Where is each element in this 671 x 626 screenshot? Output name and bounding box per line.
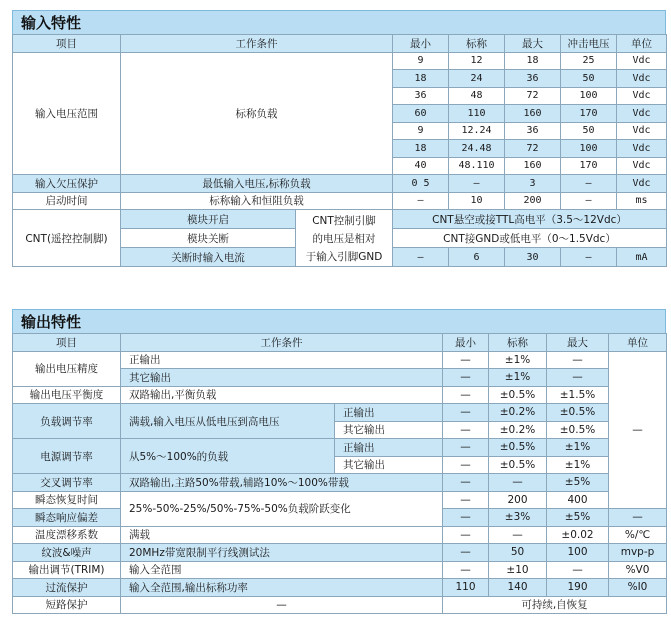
cell-max: 36 [505,122,561,140]
cell-min: — [393,192,449,210]
cell-max: ±0.5% [547,421,609,439]
cell-surge: 170 [561,105,617,123]
cell-unit: mvp-p [609,544,667,562]
cell-min: 0 5 [393,175,449,193]
recovery-row [13,491,667,509]
output-characteristics-section [12,309,666,614]
cell-max: ±1% [547,456,609,474]
cnt-pin-note-line-3: 于输入引脚GND [305,251,383,263]
cell-max: 160 [505,157,561,175]
cell-surge: — [561,192,617,210]
cell-nom: — [449,175,505,193]
cell-surge: — [561,248,617,267]
cell-unit: Vdc [617,175,667,193]
cell-surge: 25 [561,52,617,70]
cell-unit: %V0 [609,561,667,579]
cell-max: ±0.5% [547,404,609,422]
cell-nom: ±3% [489,509,547,527]
uvp-condition: 最低输入电压,标称负载 [121,175,393,193]
cnt-off-label: 模块关断 [121,229,296,248]
load-reg-other: 其它输出 [335,421,443,439]
line-reg-cond: 从5%～100%的负载 [121,439,335,474]
cell-surge: 100 [561,87,617,105]
cell-min: — [443,386,489,404]
input-characteristics-table [12,34,667,267]
ocp-label: 过流保护 [13,579,121,597]
output-header-row [13,334,667,352]
cnt-label: CNT(遥控控制脚) [13,210,121,267]
input-header-row [13,35,667,53]
trim-label: 输出调节(TRIM) [13,561,121,579]
cell-min: — [443,491,489,509]
cell-max: 200 [505,192,561,210]
cell-nom: 140 [489,579,547,597]
cell-nom: 48 [449,87,505,105]
cell-nom: ±0.2% [489,421,547,439]
header-condition: 工作条件 [121,334,443,352]
ocp-row [13,579,667,597]
unit-merged: — [609,351,667,509]
cross-reg-label: 交叉调节率 [13,474,121,492]
trim-row [13,561,667,579]
cell-nom: 6 [449,248,505,267]
header-unit: 单位 [617,35,667,53]
cell-min: 40 [393,157,449,175]
header-max: 最大 [547,334,609,352]
load-reg-row-pos [13,404,667,422]
voltage-range-label: 输入电压范围 [13,52,121,175]
cross-reg-row [13,474,667,492]
cnt-off-current-label: 关断时输入电流 [121,248,296,267]
cell-min: — [443,439,489,457]
recovery-label: 瞬态恢复时间 [13,491,121,509]
cell-max: — [547,351,609,369]
cell-max: 400 [547,491,609,509]
cell-unit: — [609,509,667,527]
header-min: 最小 [393,35,449,53]
cell-min: — [443,474,489,492]
scp-row [13,596,667,614]
cnt-on-description: CNT悬空或接TTL高电平（3.5～12Vdc） [393,210,667,229]
cell-max: ±0.02 [547,526,609,544]
cnt-pin-note [296,210,393,267]
cell-min: 18 [393,70,449,88]
cell-unit: Vdc [617,70,667,88]
ripple-row [13,544,667,562]
cell-nom: ±1% [489,369,547,387]
startup-row [13,192,667,210]
startup-condition: 标称输入和恒阻负载 [121,192,393,210]
cell-max: ±1.5% [547,386,609,404]
cell-nom: ±0.5% [489,439,547,457]
cell-unit: %/℃ [609,526,667,544]
transient-cond: 25%-50%-25%/50%-75%-50%负载阶跃变化 [121,491,443,526]
cell-nom: ±0.5% [489,386,547,404]
cell-max: 72 [505,87,561,105]
cell-unit: %I0 [609,579,667,597]
cell-unit: Vdc [617,52,667,70]
cell-nom: 12 [449,52,505,70]
cell-max: 36 [505,70,561,88]
ripple-label: 纹波&噪声 [13,544,121,562]
load-reg-cond: 满载,输入电压从低电压到高电压 [121,404,335,439]
cell-min: 9 [393,122,449,140]
line-reg-other: 其它输出 [335,456,443,474]
line-reg-row-pos [13,439,667,457]
cell-min: — [443,509,489,527]
cnt-on-label: 模块开启 [121,210,296,229]
cell-nom: ±0.2% [489,404,547,422]
cell-nom: — [489,474,547,492]
cell-nom: 24.48 [449,140,505,158]
cross-reg-cond: 双路输出,主路50%带载,辅路10%～100%带载 [121,474,443,492]
cell-max: 72 [505,140,561,158]
scp-label: 短路保护 [13,596,121,614]
header-max: 最大 [505,35,561,53]
line-reg-pos: 正输出 [335,439,443,457]
startup-label: 启动时间 [13,192,121,210]
cell-max: 3 [505,175,561,193]
input-characteristics-section [12,10,666,267]
header-condition: 工作条件 [121,35,393,53]
cell-unit: mA [617,248,667,267]
cell-min: — [443,544,489,562]
accuracy-other-cond: 其它输出 [121,369,443,387]
output-characteristics-table [12,333,667,614]
temp-cond: 满载 [121,526,443,544]
cnt-pin-note-line-1: CNT控制引脚 [312,215,376,227]
accuracy-row-pos [13,351,667,369]
voltage-range-condition: 标称负载 [121,52,393,175]
temp-row [13,526,667,544]
deviation-label: 瞬态响应偏差 [13,509,121,527]
scp-cond: — [121,596,443,614]
cell-nom: 200 [489,491,547,509]
cell-min: 60 [393,105,449,123]
cell-max: ±5% [547,474,609,492]
cell-nom: ±10 [489,561,547,579]
temp-label: 温度漂移系数 [13,526,121,544]
cell-min: — [443,351,489,369]
input-section-title: 输入特性 [12,10,666,34]
accuracy-label: 输出电压精度 [13,351,121,386]
cell-max: 100 [547,544,609,562]
cell-unit: Vdc [617,157,667,175]
cell-min: 9 [393,52,449,70]
header-min: 最小 [443,334,489,352]
cell-nom: — [489,526,547,544]
cell-min: — [443,561,489,579]
load-reg-label: 负载调节率 [13,404,121,439]
cell-min: 110 [443,579,489,597]
header-surge: 冲击电压 [561,35,617,53]
cnt-pin-note-line-2: 的电压是相对 [312,233,376,245]
cell-max: — [547,369,609,387]
cell-min: — [443,456,489,474]
cnt-row-on [13,210,667,229]
cell-unit: ms [617,192,667,210]
cell-min: 36 [393,87,449,105]
cell-nom: 10 [449,192,505,210]
uvp-row [13,175,667,193]
header-unit: 单位 [609,334,667,352]
cell-max: — [547,561,609,579]
table-row [13,52,667,70]
cell-nom: 50 [489,544,547,562]
cell-surge: — [561,175,617,193]
cell-min: 18 [393,140,449,158]
ripple-cond: 20MHz带宽限制平行线测试法 [121,544,443,562]
balance-label: 输出电压平衡度 [13,386,121,404]
load-reg-pos: 正输出 [335,404,443,422]
cell-max: 30 [505,248,561,267]
cell-nom: 12.24 [449,122,505,140]
scp-value: 可持续,自恢复 [443,596,667,614]
output-section-title: 输出特性 [12,309,666,333]
balance-row [13,386,667,404]
cell-surge: 100 [561,140,617,158]
cell-nom: 48.110 [449,157,505,175]
cell-nom: 24 [449,70,505,88]
cell-min: — [443,526,489,544]
cell-max: 190 [547,579,609,597]
ocp-cond: 输入全范围,输出标称功率 [121,579,443,597]
cell-min: — [443,369,489,387]
cnt-off-description: CNT接GND或低电平（0～1.5Vdc） [393,229,667,248]
cell-unit: Vdc [617,87,667,105]
cell-min: — [443,421,489,439]
cell-surge: 50 [561,70,617,88]
cell-nom: 110 [449,105,505,123]
cell-nom: ±1% [489,351,547,369]
accuracy-pos-cond: 正输出 [121,351,443,369]
line-reg-label: 电源调节率 [13,439,121,474]
cell-max: ±1% [547,439,609,457]
cell-unit: Vdc [617,122,667,140]
header-item: 项目 [13,334,121,352]
cell-max: 160 [505,105,561,123]
header-nom: 标称 [489,334,547,352]
cell-min: — [443,404,489,422]
header-item: 项目 [13,35,121,53]
balance-cond: 双路输出,平衡负载 [121,386,443,404]
cell-surge: 170 [561,157,617,175]
header-nom: 标称 [449,35,505,53]
cell-surge: 50 [561,122,617,140]
cell-unit: Vdc [617,105,667,123]
cell-nom: ±0.5% [489,456,547,474]
uvp-label: 输入欠压保护 [13,175,121,193]
cell-max: ±5% [547,509,609,527]
cell-unit: Vdc [617,140,667,158]
trim-cond: 输入全范围 [121,561,443,579]
cell-max: 18 [505,52,561,70]
cell-min: — [393,248,449,267]
